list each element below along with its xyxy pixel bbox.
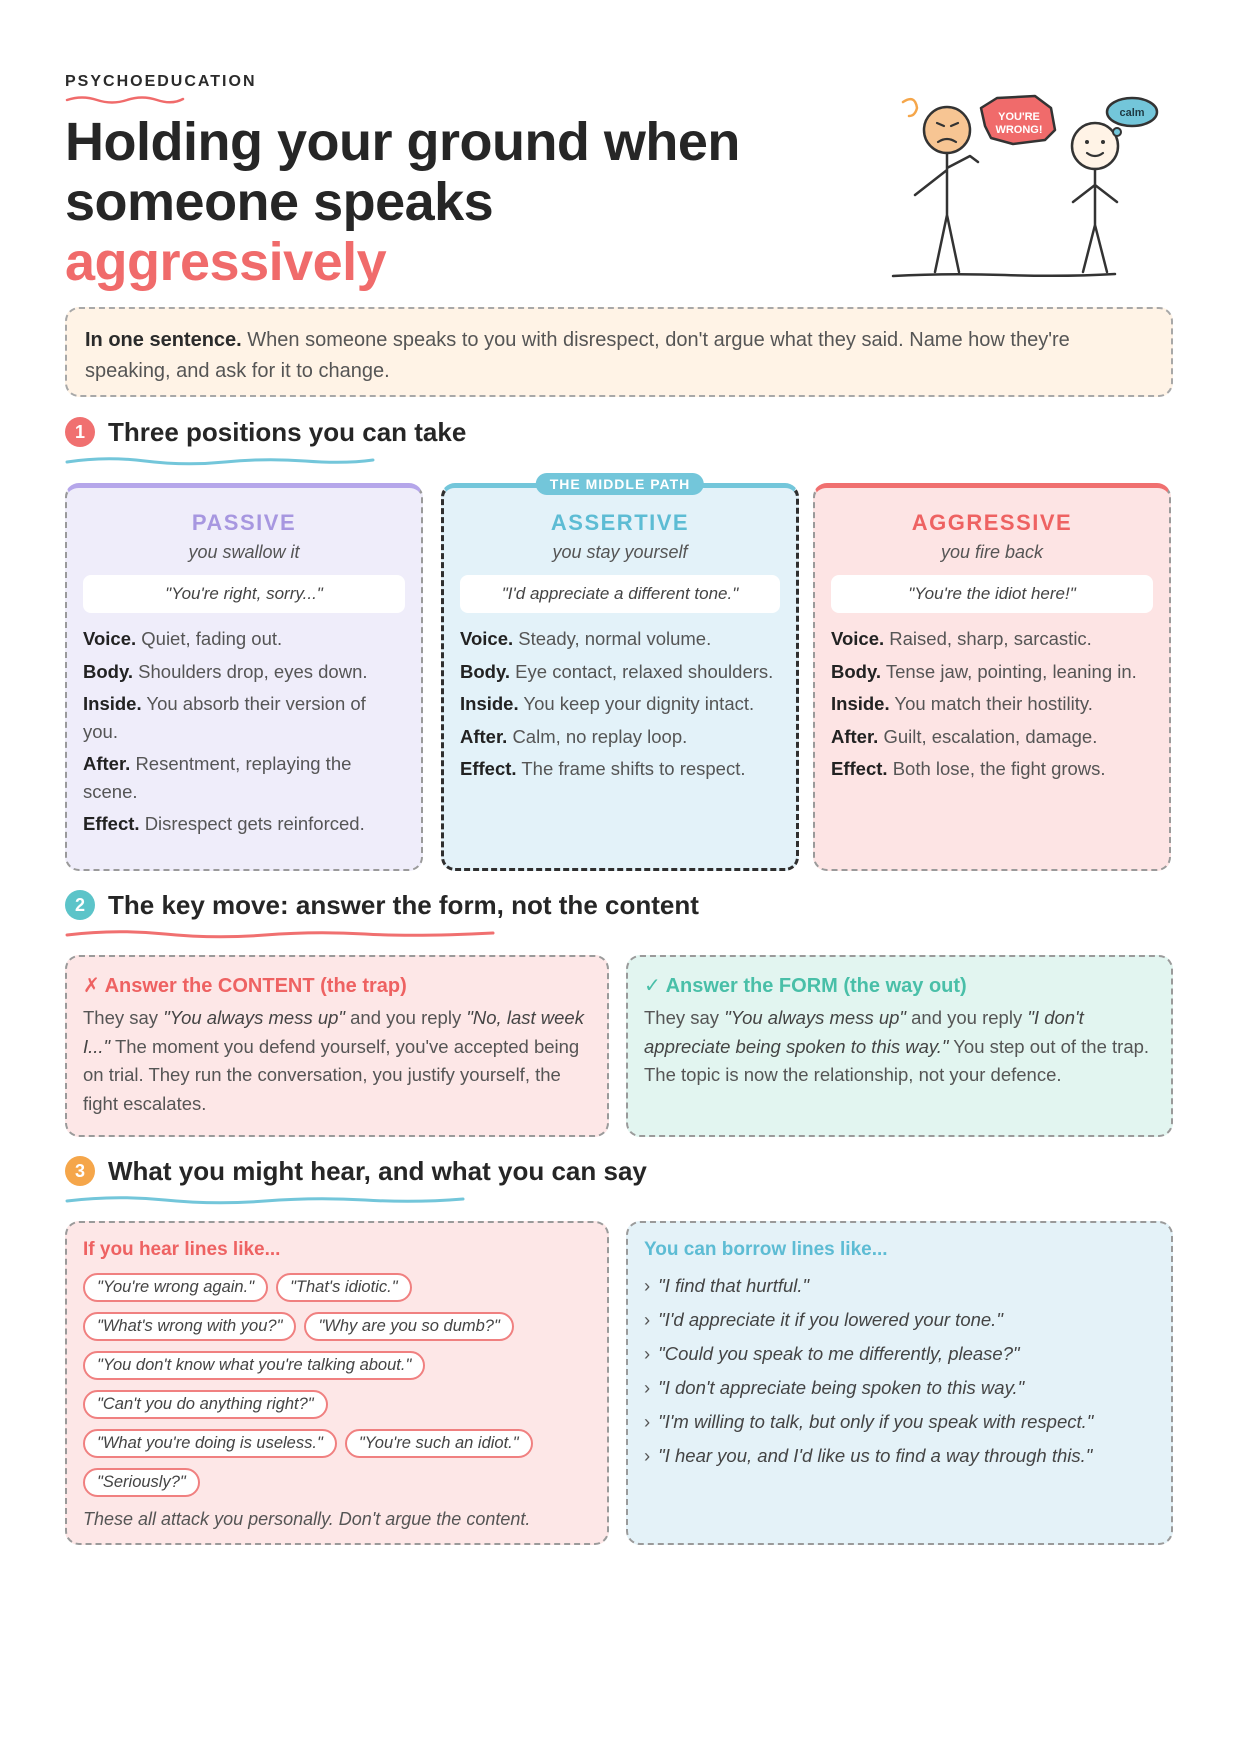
position-name: ASSERTIVE bbox=[550, 510, 690, 535]
box-text: They say "You always mess up" and you reply "No, last week I..." The moment you defend yourself, you've accepted being on trial. They run the conversation, you justify yourself, the fight escalates. bbox=[83, 1007, 584, 1114]
say-line: › "I'm willing to talk, but only if you speak with respect." bbox=[644, 1411, 1094, 1432]
title-accent: aggressively bbox=[65, 232, 387, 292]
summary-text: When someone speaks to you with disrespect, don't argue what they said. Name how they're speaking, and ask for it to change. bbox=[85, 329, 1070, 382]
hear-pill: "That's idiotic." bbox=[276, 1273, 411, 1302]
section-underline-squiggle bbox=[65, 455, 375, 467]
hear-pill: "What's wrong with you?" bbox=[83, 1312, 296, 1341]
section-title: The key move: answer the form, not the content bbox=[108, 890, 699, 920]
row-body: Body. Eye contact, relaxed shoulders. bbox=[460, 660, 774, 682]
row-after: After. Calm, no replay loop. bbox=[460, 725, 688, 747]
section-number-badge: 1 bbox=[65, 417, 95, 447]
row-effect: Effect. Disrespect gets reinforced. bbox=[83, 813, 365, 834]
row-inside: Inside. You match their hostility. bbox=[831, 693, 1093, 714]
middle-path-badge: THE MIDDLE PATH bbox=[536, 473, 704, 495]
speech-bubble-left-text: YOU'RE bbox=[998, 111, 1040, 123]
position-card-assertive bbox=[441, 476, 799, 871]
hear-pill-list bbox=[83, 1273, 583, 1497]
form-way-out-box bbox=[626, 955, 1173, 1137]
row-body: Body. Shoulders drop, eyes down. bbox=[83, 660, 368, 682]
section-underline-squiggle bbox=[65, 928, 495, 940]
section-title: What you might hear, and what you can say bbox=[108, 1156, 647, 1186]
say-line: › "I don't appreciate being spoken to this way." bbox=[644, 1377, 1025, 1398]
title-line-2: someone speaks bbox=[65, 172, 494, 232]
section-number-badge: 3 bbox=[65, 1156, 95, 1186]
position-subtitle: you fire back bbox=[940, 542, 1044, 562]
row-voice: Voice. Steady, normal volume. bbox=[460, 628, 712, 649]
worksheet-page bbox=[65, 0, 1173, 1754]
box-text: They say "You always mess up" and you reply "I don't appreciate being spoken to this way." You step out of the trap. The topic is now the relationship, not your defence. bbox=[644, 1007, 1150, 1085]
kicker: PSYCHOEDUCATION bbox=[65, 73, 257, 90]
chevron-right-icon: › bbox=[644, 1309, 651, 1330]
say-line-list bbox=[644, 1271, 1155, 1471]
row-voice: Voice. Raised, sharp, sarcastic. bbox=[831, 628, 1092, 649]
position-card-aggressive bbox=[813, 483, 1171, 871]
position-quote: "I'd appreciate a different tone." bbox=[460, 575, 780, 613]
speech-bubble-right-text: calm bbox=[1119, 107, 1145, 119]
section-2-heading bbox=[65, 886, 825, 926]
row-inside: Inside. You absorb their version of you. bbox=[83, 693, 366, 742]
box-heading: You can borrow lines like... bbox=[644, 1239, 888, 1260]
row-effect: Effect. Both lose, the fight grows. bbox=[831, 758, 1106, 779]
row-effect: Effect. The frame shifts to respect. bbox=[460, 758, 746, 779]
hear-pill: "What you're doing is useless." bbox=[83, 1429, 337, 1458]
chevron-right-icon: › bbox=[644, 1377, 651, 1398]
position-name: AGGRESSIVE bbox=[911, 510, 1073, 535]
box-heading: ✓ Answer the FORM (the way out) bbox=[644, 975, 967, 997]
say-line: › "I find that hurtful." bbox=[644, 1275, 810, 1296]
section-title: Three positions you can take bbox=[108, 417, 467, 447]
kicker-underline-squiggle bbox=[65, 94, 185, 104]
position-quote: "You're right, sorry..." bbox=[83, 575, 405, 613]
svg-text:WRONG!: WRONG! bbox=[995, 124, 1043, 136]
page-title bbox=[65, 112, 825, 292]
chevron-right-icon: › bbox=[644, 1275, 651, 1296]
title-line-1: Holding your ground when bbox=[65, 112, 740, 172]
row-after: After. Resentment, replaying the scene. bbox=[83, 753, 352, 802]
row-after: After. Guilt, escalation, damage. bbox=[831, 725, 1098, 747]
stick-figures-illustration bbox=[885, 90, 1165, 290]
say-line: › "Could you speak to me differently, please?" bbox=[644, 1343, 1020, 1364]
hear-pill: "You don't know what you're talking about." bbox=[83, 1351, 425, 1380]
hear-pill: "Can't you do anything right?" bbox=[83, 1390, 328, 1419]
position-quote: "You're the idiot here!" bbox=[831, 575, 1153, 613]
position-card-passive bbox=[65, 483, 423, 871]
row-inside: Inside. You keep your dignity intact. bbox=[460, 693, 755, 714]
chevron-right-icon: › bbox=[644, 1445, 651, 1466]
hear-lines-box bbox=[65, 1221, 609, 1545]
row-body: Body. Tense jaw, pointing, leaning in. bbox=[831, 660, 1137, 682]
summary-lead: In one sentence. bbox=[85, 329, 242, 351]
position-subtitle: you stay yourself bbox=[552, 542, 688, 562]
chevron-right-icon: › bbox=[644, 1411, 651, 1432]
say-line: › "I hear you, and I'd like us to find a way through this." bbox=[644, 1445, 1093, 1466]
hear-pill: "Why are you so dumb?" bbox=[304, 1312, 513, 1341]
hear-note: These all attack you personally. Don't argue the content. bbox=[83, 1509, 531, 1529]
hear-pill: "Seriously?" bbox=[83, 1468, 200, 1497]
chevron-right-icon: › bbox=[644, 1343, 651, 1364]
content-trap-box bbox=[65, 955, 609, 1137]
say-line: › "I'd appreciate it if you lowered your tone." bbox=[644, 1309, 1003, 1330]
section-3-heading bbox=[65, 1152, 825, 1192]
position-subtitle: you swallow it bbox=[188, 542, 300, 562]
section-1-heading bbox=[65, 413, 565, 453]
box-heading: ✗ Answer the CONTENT (the trap) bbox=[83, 975, 407, 997]
position-name: PASSIVE bbox=[191, 510, 297, 535]
section-underline-squiggle bbox=[65, 1194, 465, 1206]
box-heading: If you hear lines like... bbox=[83, 1239, 281, 1260]
row-voice: Voice. Quiet, fading out. bbox=[83, 628, 283, 649]
hear-pill: "You're wrong again." bbox=[83, 1273, 268, 1302]
summary-box bbox=[65, 307, 1173, 397]
hear-pill: "You're such an idiot." bbox=[345, 1429, 533, 1458]
section-number-badge: 2 bbox=[65, 890, 95, 920]
say-lines-box bbox=[626, 1221, 1173, 1545]
